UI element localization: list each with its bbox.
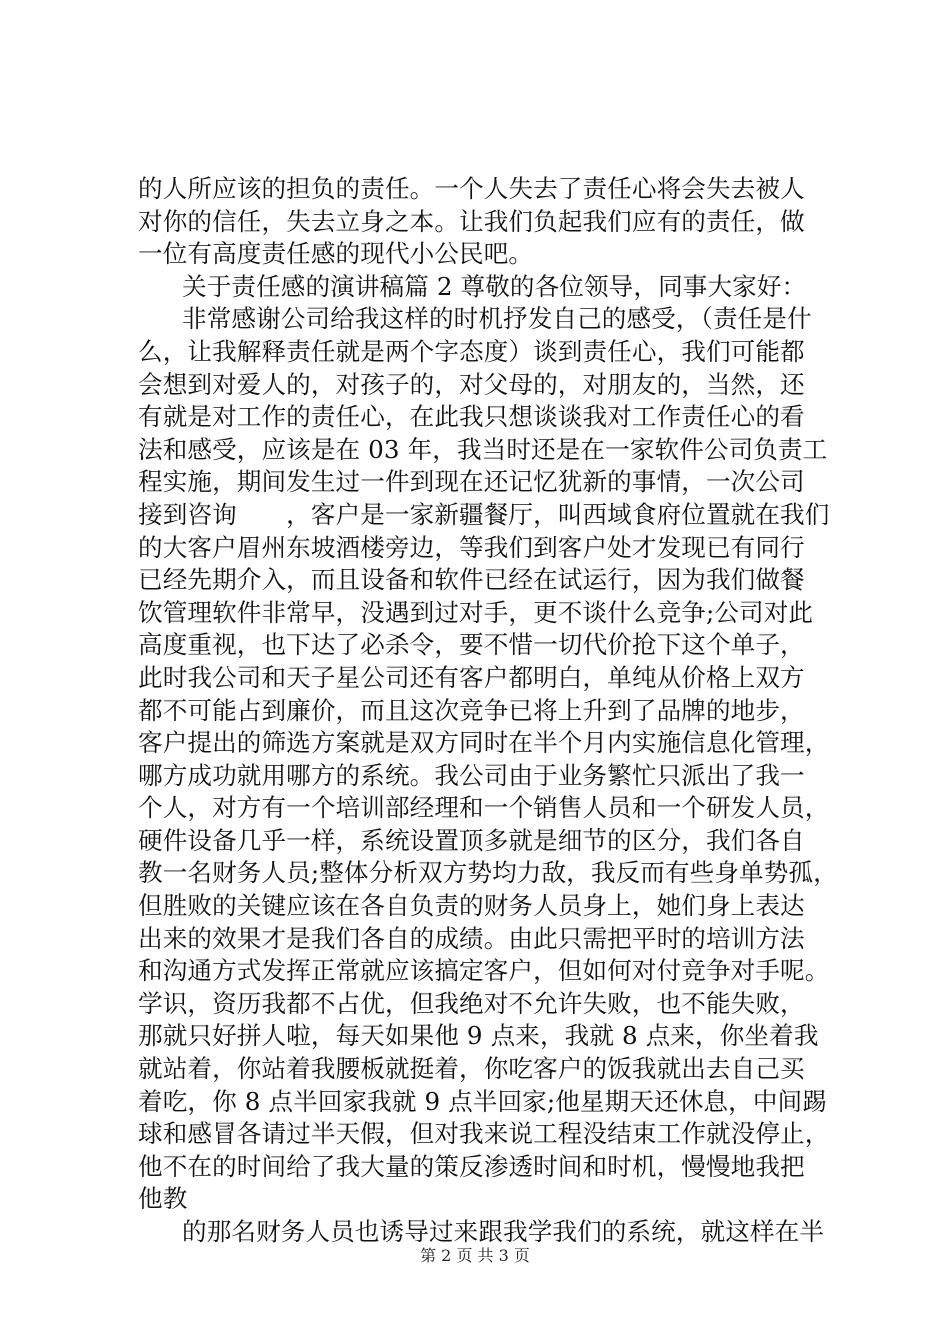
text-line: 都不可能占到廉价，而且这次竞争已将上升到了品牌的地步，: [138, 695, 805, 725]
text-line: 和沟通方式发挥正常就应该搞定客户，但如何对付竞争对手呢。: [138, 956, 830, 986]
text-line: 已经先期介入，而且设备和软件已经在试运行，因为我们做餐: [138, 565, 805, 595]
document-body: [138, 173, 848, 1249]
text-line: 有就是对工作的责任心，在此我只想谈谈我对工作责任心的看: [138, 402, 805, 432]
text-line: 那就只好拼人啦，每天如果他 9 点来，我就 8 点来，你坐着我: [138, 1021, 819, 1051]
page-footer: 第 2 页 共 3 页: [420, 1246, 530, 1265]
text-line: 的大客户眉州东坡酒楼旁边，等我们到客户处才发现已有同行: [138, 532, 805, 562]
text-line: 球和感冒各请过半天假，但对我来说工程没结束工作就没停止，: [138, 1119, 830, 1149]
text-line: 接到咨询 ，客户是一家新疆餐厅，叫西域食府位置就在我们: [138, 499, 830, 529]
text-line: 么，让我解释责任就是两个字态度）谈到责任心，我们可能都: [138, 336, 805, 366]
text-line: 程实施，期间发生过一件到现在还记忆犹新的事情，一次公司: [138, 467, 805, 497]
text-line: 的那名财务人员也诱导过来跟我学我们的系统，就这样在半: [182, 1217, 825, 1246]
text-line: 饮管理软件非常早，没遇到过对手，更不谈什么竞争;公司对此: [138, 597, 814, 627]
text-line: 他教: [138, 1184, 188, 1214]
text-line: 关于责任感的演讲稿篇 2 尊敬的各位领导，同事大家好：: [182, 271, 807, 301]
text-line: 对你的信任，失去立身之本。让我们负起我们应有的责任，做: [138, 206, 805, 236]
text-line: 哪方成功就用哪方的系统。我公司由于业务繁忙只派出了我一: [138, 760, 805, 790]
text-line: 个人，对方有一个培训部经理和一个销售人员和一个研发人员，: [138, 793, 830, 823]
text-line: 客户提出的筛选方案就是双方同时在半个月内实施信息化管理，: [138, 728, 830, 758]
text-line: 此时我公司和天子星公司还有客户都明白，单纯从价格上双方: [138, 662, 805, 692]
text-line: 高度重视，也下达了必杀令，要不惜一切代价抢下这个单子，: [138, 630, 805, 660]
text-line: 出来的效果才是我们各自的成绩。由此只需把平时的培训方法: [138, 923, 805, 953]
text-line: 硬件设备几乎一样，系统设置顶多就是细节的区分，我们各自: [138, 825, 805, 855]
text-line: 非常感谢公司给我这样的时机抒发自己的感受，（责任是什: [182, 304, 812, 334]
text-line: 会想到对爱人的，对孩子的，对父母的，对朋友的，当然，还: [138, 369, 805, 399]
text-line: 就站着，你站着我腰板就挺着，你吃客户的饭我就出去自己买: [138, 1054, 805, 1084]
text-line: 的人所应该的担负的责任。一个人失去了责任心将会失去被人: [138, 174, 805, 203]
text-line: 教一名财务人员;整体分析双方势均力敌，我反而有些身单势孤，: [138, 858, 838, 888]
text-line: 法和感受，应该是在 03 年，我当时还是在一家软件公司负责工: [138, 434, 828, 464]
text-line: 一位有高度责任感的现代小公民吧。: [138, 239, 534, 269]
text-line: 但胜败的关键应该在各自负责的财务人员身上，她们身上表达: [138, 891, 805, 921]
text-line: 着吃，你 8 点半回家我就 9 点半回家;他星期天还休息，中间踢: [138, 1086, 827, 1116]
text-line: 他不在的时间给了我大量的策反渗透时间和时机，慢慢地我把: [138, 1151, 805, 1181]
text-line: 学识，资历我都不占优，但我绝对不允许失败，也不能失败，: [138, 988, 805, 1018]
